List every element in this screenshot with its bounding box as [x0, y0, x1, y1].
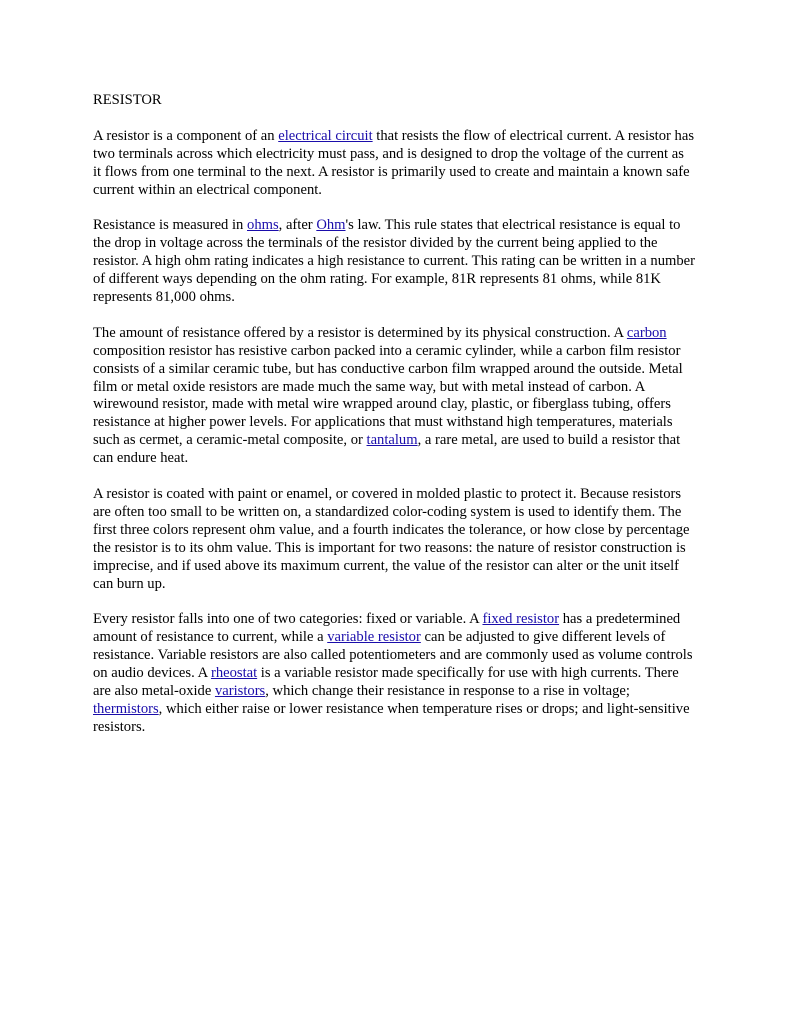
paragraph-text: has a predetermined amount of resistance to current, while a	[93, 611, 681, 646]
paragraph-text: can be adjusted to give different levels of resistance. Variable resistors are also called potentiometers and are commonly used as volume controls on audio devices. A	[93, 629, 693, 682]
paragraph-text: Resistance is measured in	[93, 217, 248, 234]
link-fixed-resistor[interactable]: fixed resistor	[482, 611, 560, 628]
paragraph-text: is a variable resistor made specifically for use with high currents. There are also metal-oxide	[93, 665, 679, 699]
document-page	[93, 92, 695, 755]
link-carbon[interactable]: carbon	[626, 324, 667, 341]
paragraph	[93, 217, 695, 307]
paragraph-text: , which either raise or lower resistance when temperature rises or drops; and light-sensitive resistors.	[93, 700, 690, 735]
paragraph-text: , which change their resistance in response to a rise in voltage;	[265, 682, 630, 699]
link-ohm[interactable]: Ohm	[316, 217, 346, 234]
link-ohms[interactable]: ohms	[247, 217, 279, 234]
link-varistors[interactable]: varistors	[214, 682, 266, 699]
paragraph	[93, 325, 695, 468]
link-rheostat[interactable]: rheostat	[210, 665, 258, 682]
link-electrical-circuit[interactable]: electrical circuit	[278, 127, 373, 144]
paragraph-text: The amount of resistance offered by a resistor is determined by its physical construction. A	[93, 324, 627, 341]
document-body	[93, 128, 695, 737]
paragraph-text: composition resistor has resistive carbon packed into a ceramic cylinder, while a carbon film resistor consists of a similar ceramic tube, but has conductive carbon film wrapped around the outside. Metal film or metal oxide resistors are made much the same way, but with metal instead of carbon. A wirewound resistor, made with metal wire wrapped around clay, plastic, or fiberglass tubing, offers resistance at higher power levels. For applications that must withstand high temperatures, materials such as cermet, a ceramic-metal composite, or	[93, 342, 683, 449]
paragraph-text: , after	[278, 217, 317, 234]
link-tantalum[interactable]: tantalum	[366, 432, 418, 449]
document-title: RESISTOR	[93, 92, 162, 108]
paragraph-text: 's law. This rule states that electrical resistance is equal to the drop in voltage across the terminals of the resistor divided by the current being applied to the resistor. A high ohm rating indicates a high resistance to current. This rating can be written in a number of different ways depending on the ohm rating. For example, 81R represents 81 ohms, while 81K represents 81,000 ohms.	[93, 217, 695, 306]
paragraph-text: A resistor is a component of an	[93, 127, 279, 144]
paragraph-text: A resistor is coated with paint or enamel, or covered in molded plastic to protect it. Because resistors are often too small to be written on, a standardized color-coding system is used to identify them. The first three colors represent ohm value, and a fourth indicates the tolerance, or how close by percentage the resistor is to its ohm value. This is important for two reasons: the nature of resistor construction is imprecise, and if used above its maximum current, the value of the resistor can alter or the unit itself can burn up.	[93, 485, 690, 592]
link-variable-resistor[interactable]: variable resistor	[327, 629, 421, 646]
paragraph-text: , a rare metal, are used to build a resistor that can endure heat.	[93, 432, 681, 467]
paragraph	[93, 611, 695, 736]
paragraph	[93, 486, 695, 593]
link-thermistors[interactable]: thermistors	[93, 700, 159, 717]
paragraph-text: that resists the flow of electrical current. A resistor has two terminals across which electricity must pass, and is designed to drop the voltage of the current as it flows from one terminal to the next. A resistor is primarily used to create and maintain a known safe current within an electrical component.	[93, 127, 694, 198]
paragraph-text: Every resistor falls into one of two categories: fixed or variable. A	[93, 611, 483, 628]
paragraph	[93, 128, 695, 200]
